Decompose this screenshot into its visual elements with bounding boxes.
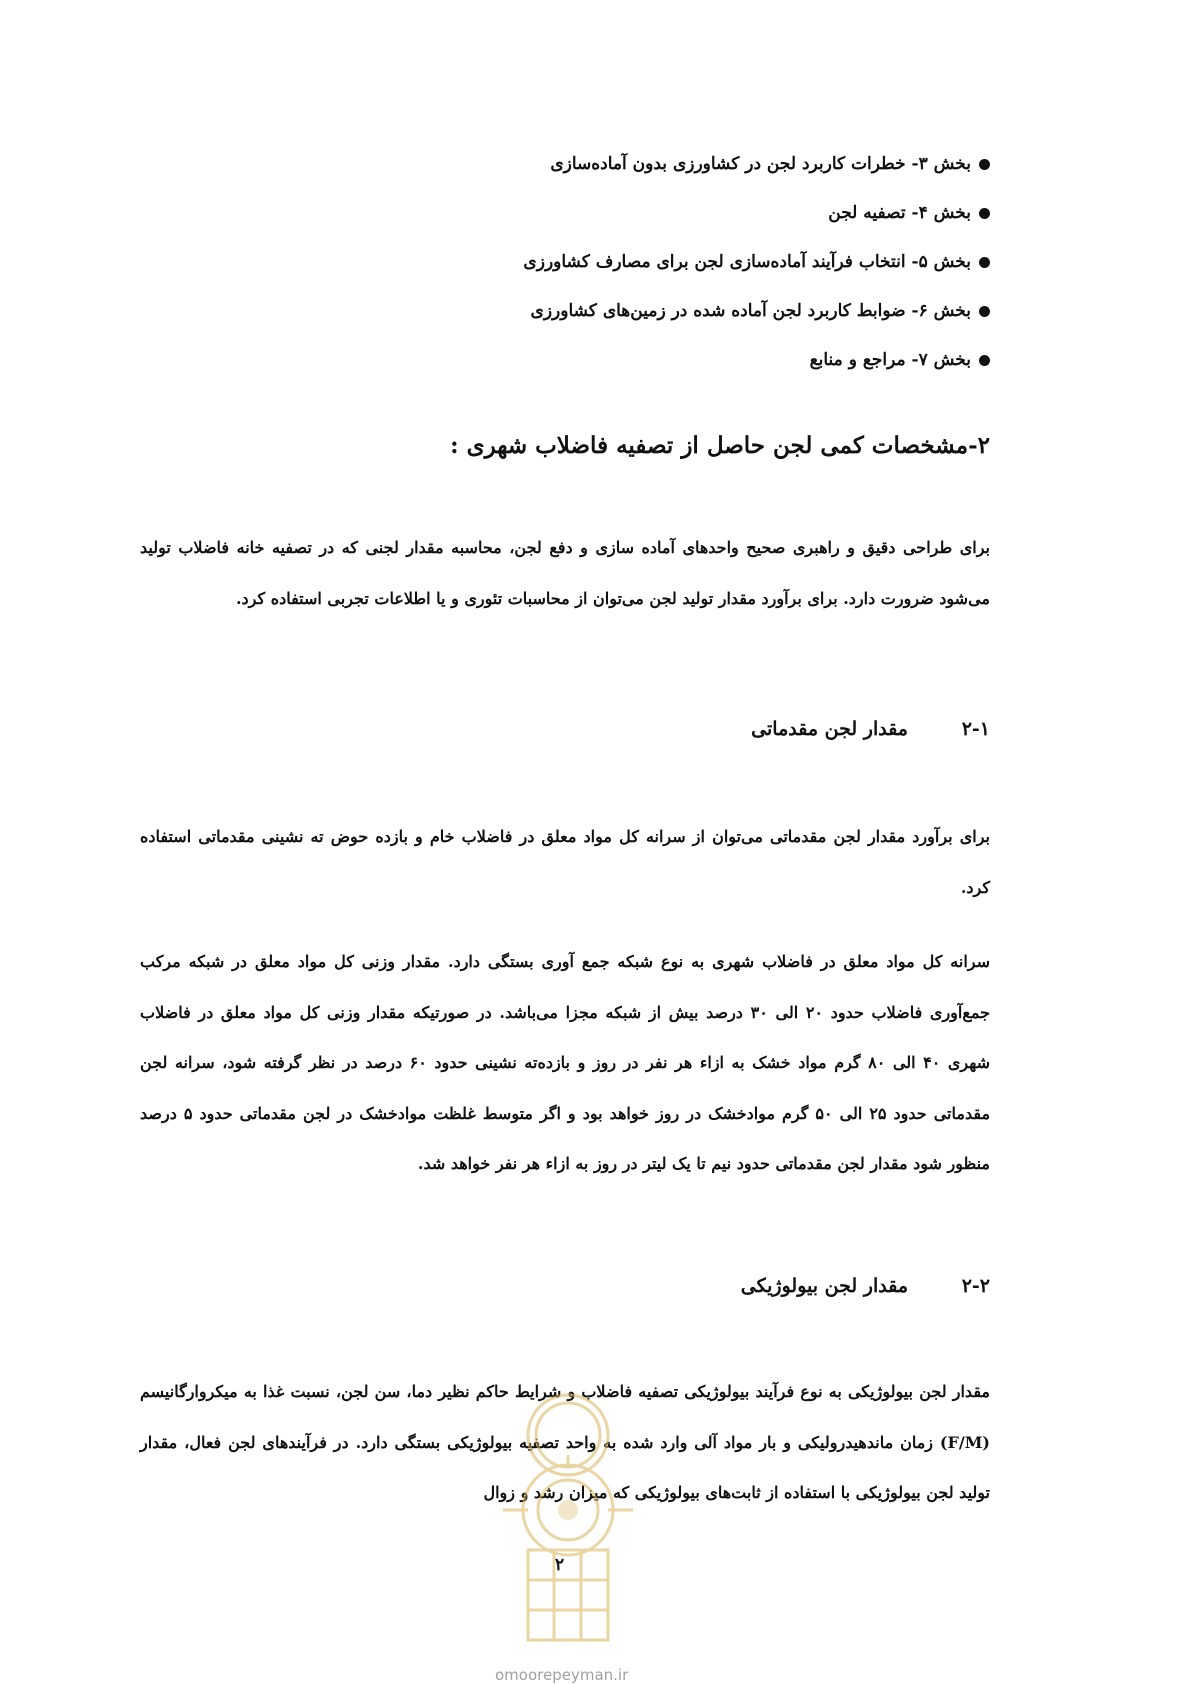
primary-sludge-paragraph-1: برای برآورد مقدار لجن مقدماتی می‌توان از سرانه کل مواد معلق در فاضلاب خام و بازده حوض ته نشینی مقدماتی استفاده کرد. [140,827,990,897]
page-number: ۲ [555,1555,565,1575]
watermark-site: omoorepeyman.ir [495,1666,629,1684]
intro-paragraph: برای طراحی دقیق و راهبری صحیح واحدهای آماده سازی و دفع لجن، محاسبه مقدار لجنی که در تصفیه خانه فاضلاب تولید می‌شود ضرورت دارد. برای برآورد مقدار تولید لجن می‌توان از محاسبات تئوری و یا اطلاعات تجربی استفاده کرد. [140,538,991,608]
subheading-title: مقدار لجن مقدماتی [751,718,908,740]
list-item-text: بخش ۵- انتخاب فرآیند آماده‌سازی لجن برای مصارف کشاورزی [523,252,971,272]
list-item [190,246,990,295]
list-item [190,295,990,344]
bullet-icon [979,257,990,268]
subheading-number: ۲-۲ [961,1275,990,1297]
bullet-icon [979,306,990,317]
list-item [190,344,990,393]
bullet-icon [979,355,990,366]
bullet-icon [979,159,990,170]
main-heading: ۲-مشخصات کمی لجن حاصل از تصفیه فاضلاب شهری : [450,432,990,459]
subheading-primary-sludge [190,718,990,740]
primary-sludge-paragraph-2: سرانه کل مواد معلق در فاضلاب شهری به نوع شبکه جمع آوری بستگی دارد. مقدار وزنی کل مواد معلق در شبکه مرکب جمع‌آوری فاضلاب حدود ۲۰ الی ۳۰ درصد بیش از شبکه مجزا می‌باشد. در صورتیکه مقدار وزنی کل مواد معلق در فاضلاب شهری ۴۰ الی ۸۰ گرم مواد خشک به ازاء هر نفر در روز و بازده‌ته نشینی حدود ۶۰ درصد در نظر گرفته شود، سرانه لجن مقدماتی حدود ۲۵ الی ۵۰ گرم موادخشک در روز خواهد بود و اگر متوسط غلظت موادخشک در لجن مقدماتی حدود ۵ درصد منظور شود مقدار لجن مقدماتی حدود نیم تا یک لیتر در روز به ازاء هر نفر خواهد شد. [140,952,991,1173]
biological-sludge-paragraph: مقدار لجن بیولوژیکی به نوع فرآیند بیولوژیکی تصفیه فاضلاب و شرایط حاکم نظیر دما، سن لجن، نسبت غذا به میکروارگانیسم (F/M) زمان ماندهیدرولیکی و بار مواد آلی وارد شده به واحد تصفیه بیولوژیکی بستگی دارد. در فرآیندهای لجن فعال، مقدار تولید لجن بیولوژیکی با استفاده از ثابت‌های بیولوژیکی که میزان رشد و زوال [140,1382,990,1502]
list-item-text: بخش ۷- مراجع و منابع [809,350,971,370]
list-item-text: بخش ۴- تصفیه لجن [828,203,971,223]
bullet-icon [979,208,990,219]
list-item [190,148,990,197]
list-item [190,197,990,246]
subheading-biological-sludge [190,1275,990,1297]
list-item-text: بخش ۶- ضوابط کاربرد لجن آماده شده در زمین‌های کشاورزی [530,301,971,321]
subheading-number: ۲-۱ [961,718,990,740]
sections-list [190,148,990,393]
list-item-text: بخش ۳- خطرات کاربرد لجن در کشاورزی بدون آماده‌سازی [550,154,971,174]
subheading-title: مقدار لجن بیولوژیکی [740,1275,908,1297]
